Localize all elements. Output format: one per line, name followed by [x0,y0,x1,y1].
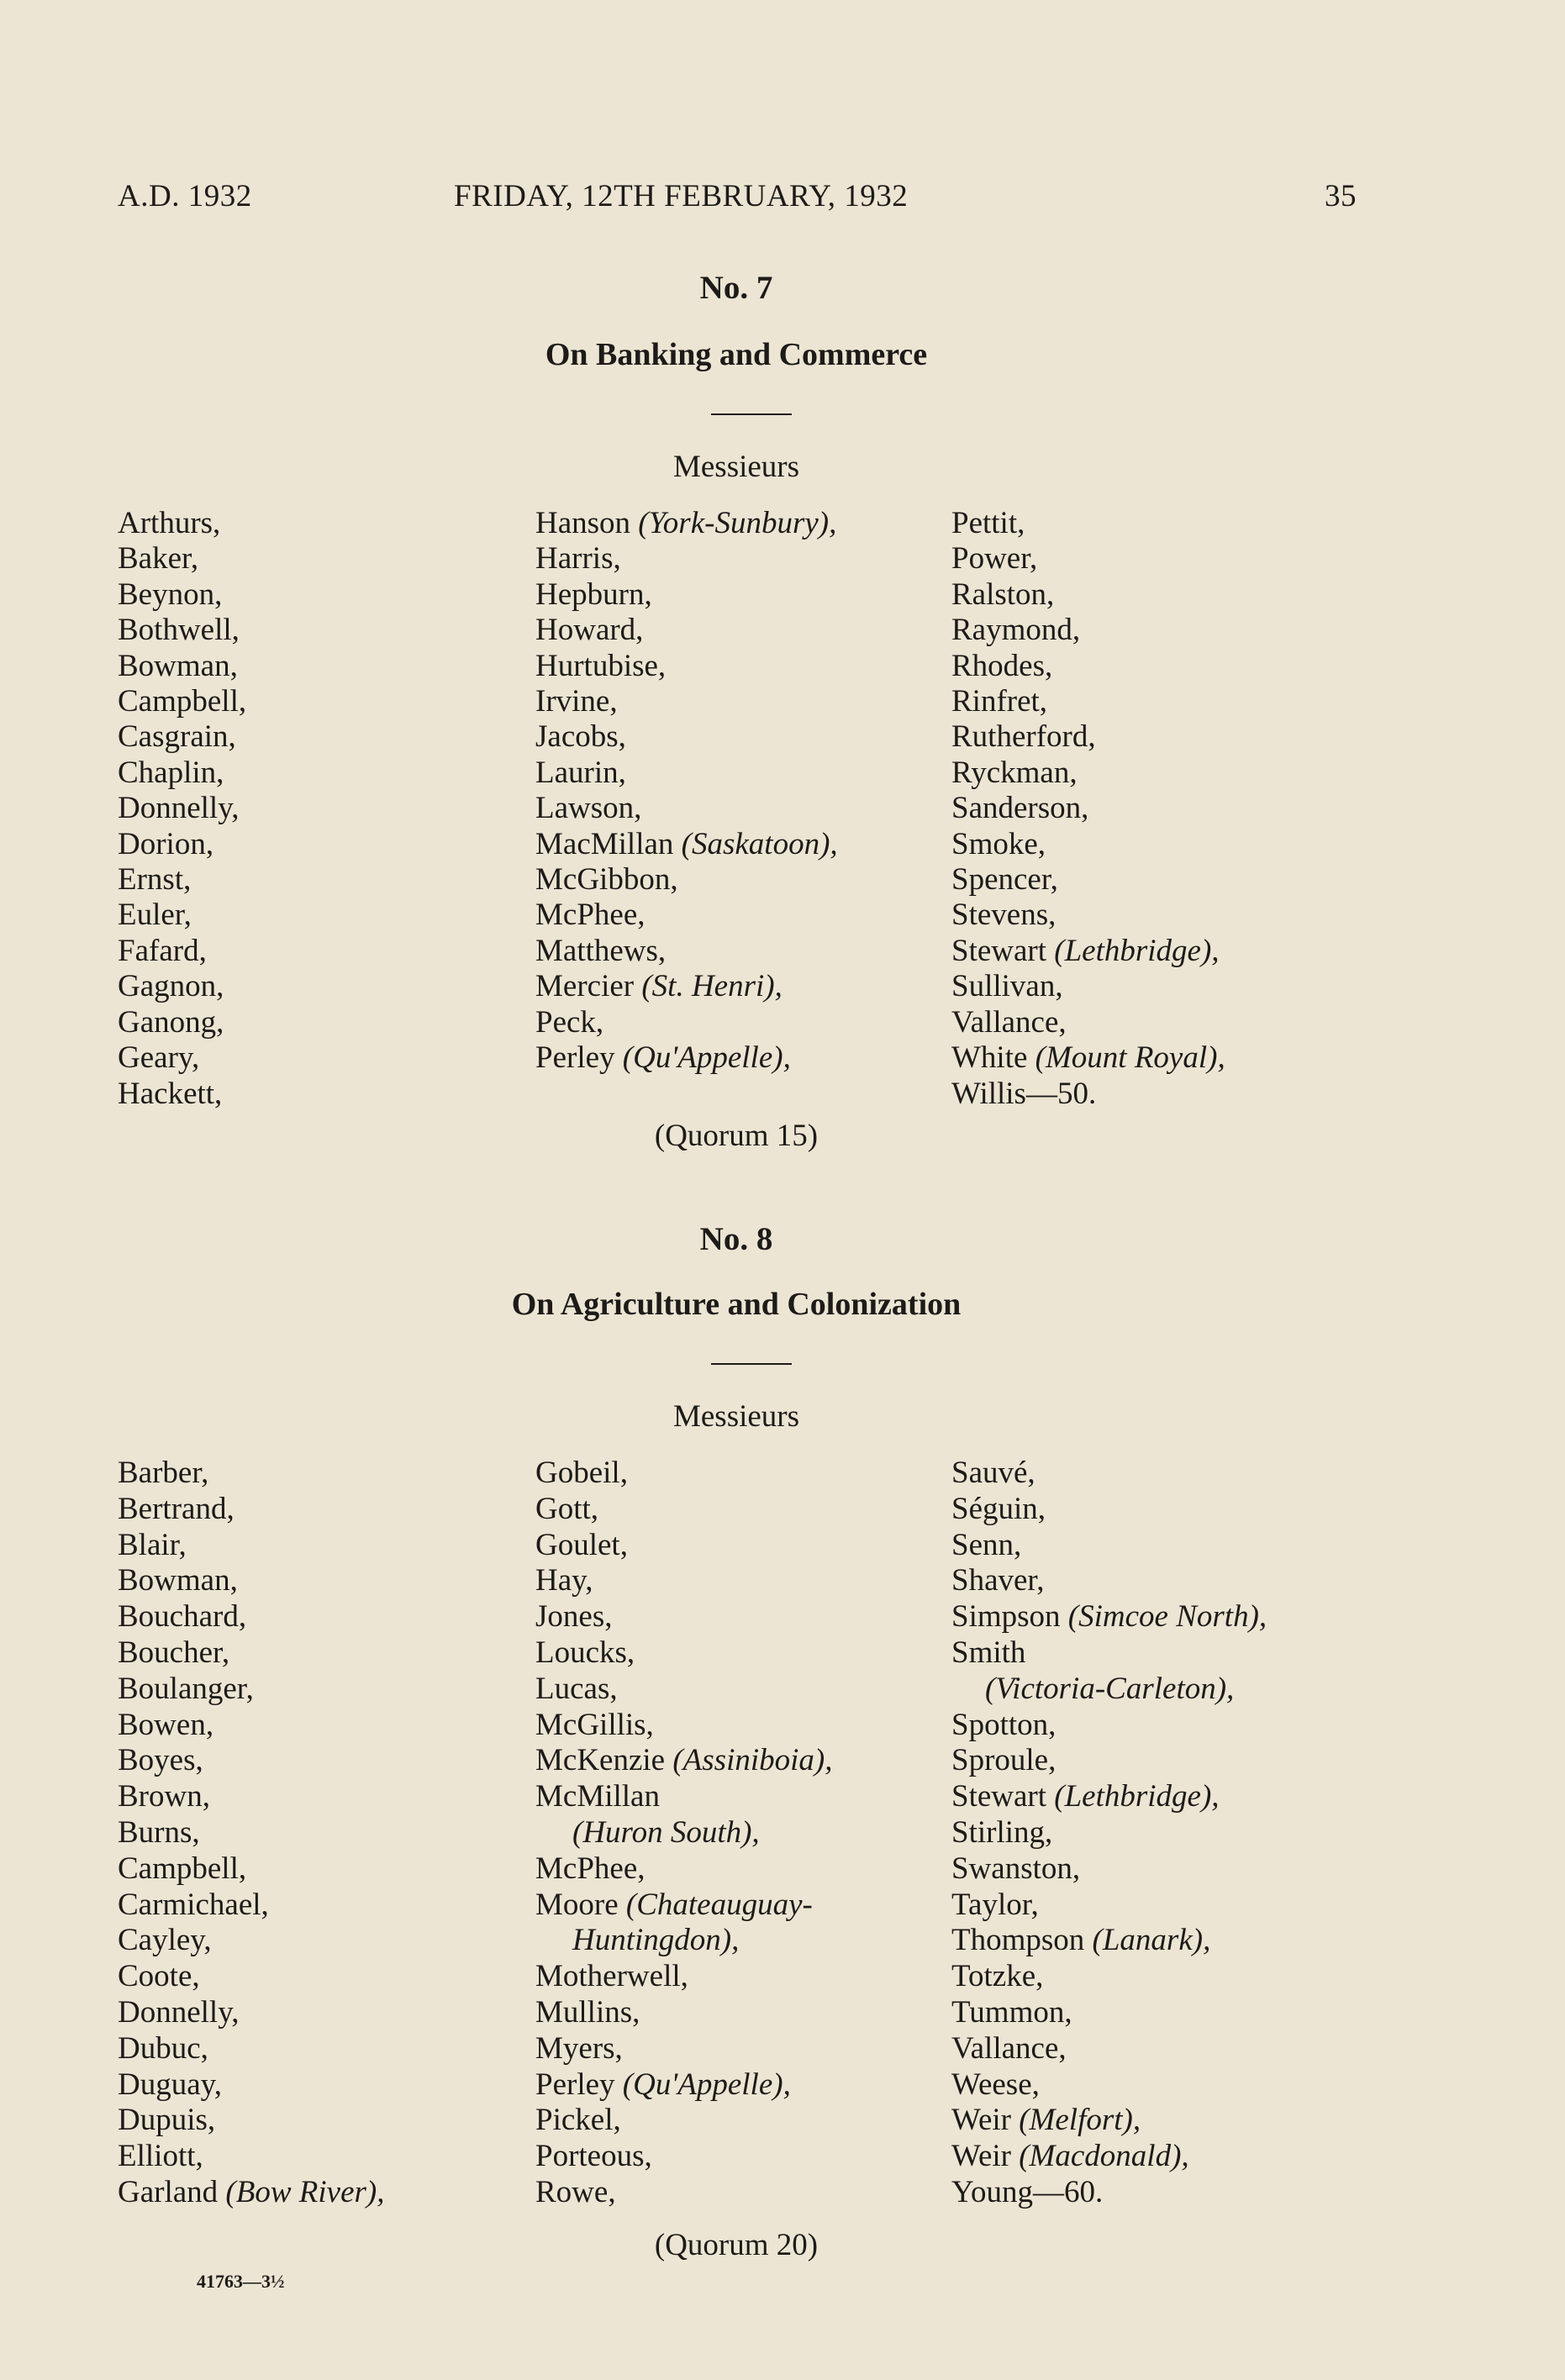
section1-title: On Banking and Commerce [545,337,928,372]
member-name: Peck, [535,1004,604,1040]
member-entry [118,1077,246,1112]
page-number: 35 [1325,179,1357,213]
member-entry [951,1005,1225,1040]
member-name: Pickel, [535,2103,621,2138]
section2-rule [711,1363,792,1365]
member-entry [951,1040,1225,1076]
member-entry [118,898,246,933]
section2-messieurs: Messieurs [672,1399,800,1434]
member-entry [118,1815,384,1851]
member-name: Carmichael, [118,1887,269,1922]
constituency-note: (Chateauguay- [625,1887,813,1922]
member-entry [951,719,1225,755]
member-name: Hepburn, [535,577,652,612]
member-entry [951,577,1225,613]
member-name: Sanderson, [951,791,1089,826]
member-entry [535,1815,832,1851]
member-name: Totzke, [951,1959,1044,1994]
member-entry [951,1959,1267,1995]
member-entry [118,934,246,969]
member-name: Elliott, [118,2139,203,2174]
member-name: Bothwell, [118,613,240,648]
constituency-note: Huntingdon), [572,1923,740,1958]
member-entry [118,1040,246,1076]
member-name: Ernst, [118,862,192,898]
member-entry [535,506,838,541]
member-name: Chaplin, [118,755,224,790]
member-entry [535,1040,838,1076]
member-name: Bertrand, [118,1491,234,1526]
member-entry [535,719,838,755]
section2-column-1 [118,1456,384,2211]
member-name: McKenzie [535,1743,673,1778]
member-name: Moore [535,1887,626,1922]
member-entry [118,1005,246,1040]
member-entry [118,1851,384,1888]
member-entry [535,1456,832,1492]
member-entry [951,2139,1267,2175]
member-name: Hanson [535,506,639,540]
member-entry [118,1708,384,1744]
constituency-note: (Lanark), [1092,1923,1211,1958]
section1-messieurs: Messieurs [672,450,800,484]
constituency-note: (Victoria-Carleton), [985,1671,1235,1706]
member-name: White [951,1040,1035,1076]
member-entry [118,1959,384,1995]
member-name: Motherwell, [535,1959,688,1994]
member-entry [951,2175,1267,2211]
member-name: Ralston, [951,577,1055,612]
member-entry [951,2067,1267,2104]
member-entry [118,2139,384,2175]
member-entry [951,1492,1267,1528]
member-entry [118,1599,384,1635]
member-entry [535,2031,832,2067]
member-name: Campbell, [118,1851,247,1886]
member-entry [118,1492,384,1528]
member-entry [951,1528,1267,1564]
member-entry [535,649,838,684]
member-name: Rowe, [535,2174,616,2209]
constituency-note: (Huron South), [572,1814,760,1850]
section1-number: No. 7 [699,270,773,306]
member-name: Weir [951,2103,1020,2138]
member-name: Thompson [951,1923,1093,1958]
member-entry [118,2103,384,2139]
member-entry [118,862,246,898]
constituency-note: (Macdonald), [1019,2139,1189,2174]
member-name: Séguin, [951,1491,1046,1526]
member-name: Willis—50. [951,1076,1097,1111]
member-entry [118,2031,384,2067]
member-name: Weese, [951,2067,1040,2102]
member-entry [118,1779,384,1815]
member-name: Arthurs, [118,506,221,540]
member-name: Mercier [535,969,642,1004]
member-entry [951,613,1225,648]
member-name: Smoke, [951,826,1046,861]
member-name: Brown, [118,1779,210,1814]
member-name: Gott, [535,1491,599,1526]
member-name: Sullivan, [951,969,1063,1004]
member-name: Stirling, [951,1814,1053,1850]
member-name: Boyes, [118,1743,203,1778]
section1-column-2 [535,506,838,1077]
member-entry [118,1888,384,1924]
member-entry [535,2139,832,2175]
member-name: Euler, [118,898,192,933]
constituency-note: (Mount Royal), [1035,1040,1225,1076]
member-name: Bowman, [118,648,238,683]
section1-rule [711,413,792,415]
member-name: Porteous, [535,2139,652,2174]
section2-number: No. 8 [699,1221,773,1257]
member-entry [535,934,838,969]
section1-column-1 [118,506,246,1112]
member-entry [535,2175,832,2211]
member-name: Sauvé, [951,1456,1035,1490]
member-name: Casgrain, [118,719,236,755]
member-entry [118,1923,384,1959]
member-entry [535,2067,832,2104]
member-name: Rinfret, [951,684,1048,719]
constituency-note: (Melfort), [1019,2103,1141,2138]
member-name: Lucas, [535,1671,618,1706]
member-name: Hackett, [118,1076,223,1111]
member-name: Donnelly, [118,1994,240,2030]
member-name: MacMillan [535,826,682,861]
member-entry [535,1005,838,1040]
member-name: Boulanger, [118,1671,254,1706]
member-name: Bowen, [118,1707,214,1742]
member-entry [951,649,1225,684]
member-name: Hurtubise, [535,648,667,683]
member-entry [118,791,246,826]
member-name: Matthews, [535,933,667,968]
member-name: Dorion, [118,826,214,861]
member-entry [118,506,246,541]
member-name: Campbell, [118,684,247,719]
member-entry [535,1635,832,1672]
member-entry [951,506,1225,541]
member-name: Vallance, [951,1004,1067,1040]
member-entry [118,613,246,648]
member-entry [535,2103,832,2139]
member-name: Coote, [118,1959,200,1994]
member-name: Boucher, [118,1635,230,1670]
member-entry [951,1708,1267,1744]
member-name: Rutherford, [951,719,1096,755]
member-entry [535,577,838,613]
member-entry [118,684,246,719]
member-entry [118,969,246,1004]
member-entry [951,756,1225,791]
member-entry [951,1456,1267,1492]
section1-quorum: (Quorum 15) [654,1119,819,1153]
member-entry [951,1888,1267,1924]
member-name: Smith [951,1635,1026,1670]
constituency-note: (Saskatoon), [681,826,838,861]
member-entry [535,969,838,1004]
member-entry [951,1779,1267,1815]
member-entry [535,1492,832,1528]
member-name: Harris, [535,541,621,577]
member-entry [118,1995,384,2031]
member-name: Cayley, [118,1923,212,1958]
member-entry [118,1528,384,1564]
member-name: Stewart [951,1779,1055,1814]
member-name: Dupuis, [118,2103,216,2138]
member-entry [951,1635,1267,1672]
member-name: Ryckman, [951,755,1078,790]
header-year: A.D. 1932 [118,179,252,213]
member-entry [118,827,246,862]
member-name: Gobeil, [535,1456,628,1490]
member-name: Shaver, [951,1563,1045,1598]
member-entry [951,1672,1267,1708]
member-name: Simpson [951,1599,1068,1635]
member-entry [535,684,838,719]
member-entry [118,1743,384,1779]
member-name: Geary, [118,1040,200,1076]
member-name: McGillis, [535,1707,654,1742]
member-name: McPhee, [535,898,645,933]
member-entry [118,1672,384,1708]
member-name: Howard, [535,613,644,648]
member-name: Laurin, [535,755,626,790]
member-name: McPhee, [535,1851,645,1886]
member-entry [951,684,1225,719]
member-name: Jones, [535,1599,613,1635]
member-name: Ganong, [118,1004,224,1040]
member-name: Bowman, [118,1563,238,1598]
member-name: Perley [535,2067,623,2102]
member-entry [535,1528,832,1564]
member-entry [951,541,1225,577]
member-entry [535,1672,832,1708]
member-name: Lawson, [535,791,642,826]
member-entry [951,2031,1267,2067]
constituency-note: (Lethbridge), [1054,933,1220,968]
member-name: Goulet, [535,1527,628,1562]
member-name: Donnelly, [118,791,240,826]
member-entry [118,577,246,613]
member-name: Blair, [118,1527,187,1562]
section2-column-3 [951,1456,1267,2211]
member-name: Myers, [535,2030,623,2066]
member-entry [951,2103,1267,2139]
member-name: Barber, [118,1456,209,1490]
member-name: Sproule, [951,1743,1057,1778]
constituency-note: (St. Henri), [641,969,782,1004]
member-name: Burns, [118,1814,200,1850]
member-name: McMillan [535,1779,660,1814]
header-date: FRIDAY, 12TH FEBRUARY, 1932 [454,179,909,213]
member-entry [535,791,838,826]
member-name: Swanston, [951,1851,1081,1886]
member-entry [118,1635,384,1672]
member-entry [535,756,838,791]
member-name: Mullins, [535,1994,640,2030]
member-entry [118,649,246,684]
member-name: Baker, [118,541,199,577]
member-entry [535,541,838,577]
member-entry [951,827,1225,862]
member-entry [951,1563,1267,1599]
member-entry [118,756,246,791]
member-entry [951,1743,1267,1779]
member-entry [535,1851,832,1888]
member-entry [951,791,1225,826]
member-name: Spencer, [951,862,1058,898]
section1-column-3 [951,506,1225,1112]
member-entry [118,541,246,577]
member-entry [118,1563,384,1599]
member-entry [951,1599,1267,1635]
member-name: Fafard, [118,933,207,968]
member-name: Rhodes, [951,648,1053,683]
member-name: Taylor, [951,1887,1039,1922]
member-entry [118,1456,384,1492]
constituency-note: (Qu'Appelle), [622,1040,791,1076]
footer-print-code: 41763—3½ [197,2271,285,2292]
member-entry [951,898,1225,933]
member-name: Beynon, [118,577,223,612]
member-name: Young—60. [951,2174,1104,2209]
member-name: Raymond, [951,613,1081,648]
member-entry [951,1815,1267,1851]
member-entry [951,1077,1225,1112]
member-name: Weir [951,2139,1020,2174]
member-name: Tummon, [951,1994,1072,2030]
member-entry [535,1923,832,1959]
member-entry [535,1708,832,1744]
constituency-note: (Simcoe North), [1067,1599,1267,1635]
member-entry [951,1851,1267,1888]
member-name: Garland [118,2174,226,2209]
member-name: Power, [951,541,1038,577]
constituency-note: (Qu'Appelle), [622,2067,791,2102]
member-name: Perley [535,1040,623,1076]
constituency-note: (York-Sunbury), [638,506,837,540]
member-entry [118,2175,384,2211]
member-name: Loucks, [535,1635,635,1670]
member-name: Pettit, [951,506,1025,540]
member-entry [535,862,838,898]
member-entry [951,1995,1267,2031]
member-entry [951,1923,1267,1959]
member-name: Hay, [535,1563,593,1598]
section2-column-2 [535,1456,832,2211]
member-name: Jacobs, [535,719,626,755]
member-name: Vallance, [951,2030,1067,2066]
member-name: Duguay, [118,2067,222,2102]
member-name: McGibbon, [535,862,678,898]
member-name: Stevens, [951,898,1057,933]
member-entry [535,1779,832,1815]
member-name: Bouchard, [118,1599,247,1635]
member-entry [118,719,246,755]
section2-quorum: (Quorum 20) [654,2228,819,2262]
member-entry [535,1563,832,1599]
section2-title: On Agriculture and Colonization [511,1287,962,1322]
member-name: Stewart [951,933,1055,968]
member-entry [118,2067,384,2104]
member-entry [951,969,1225,1004]
member-entry [535,1995,832,2031]
member-entry [535,827,838,862]
constituency-note: (Bow River), [225,2174,385,2209]
member-name: Dubuc, [118,2030,208,2066]
member-name: Gagnon, [118,969,224,1004]
member-name: Irvine, [535,684,618,719]
constituency-note: (Lethbridge), [1054,1779,1220,1814]
member-entry [535,1599,832,1635]
member-name: Spotton, [951,1707,1057,1742]
member-entry [951,934,1225,969]
member-entry [535,898,838,933]
member-entry [951,862,1225,898]
member-entry [535,1959,832,1995]
constituency-note: (Assiniboia), [672,1743,833,1778]
member-name: Senn, [951,1527,1022,1562]
member-entry [535,613,838,648]
member-entry [535,1743,832,1779]
member-entry [535,1888,832,1924]
